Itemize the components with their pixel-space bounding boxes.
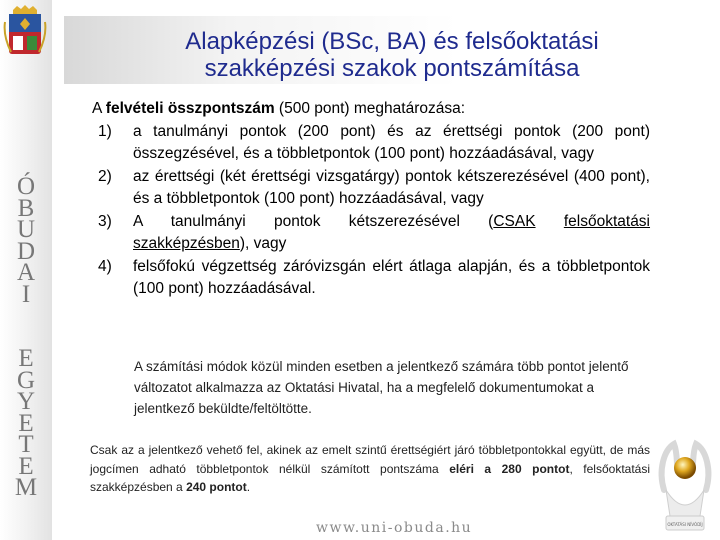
list-item-text: felsőfokú végzettség záróvizsgán elért átlaga alapján, és a többletpontok (100 pont) hozzáadásával. [133, 257, 650, 297]
list-item [62, 211, 650, 256]
letter: B [17, 194, 35, 222]
university-crest-logo [3, 4, 47, 60]
letter: E [18, 409, 34, 437]
list-item-text-post: ), vagy [239, 235, 287, 252]
footnote-mid: , felsőoktatási szakképzésben a [90, 461, 650, 494]
list-item-text: az érettségi (két érettségi vizsgatárgy) pontok kétszerezésével (400 pont), és a többletpontok (100 pont) hozzáadásával, vagy [133, 167, 650, 207]
intro-line [62, 98, 650, 121]
underlined-csak: CSAK [493, 212, 536, 230]
intro-prefix: A [92, 100, 106, 117]
calculation-methods-list [62, 121, 650, 301]
letter: E [18, 452, 34, 480]
main-content [62, 98, 650, 301]
list-item-text-pre: A tanulmányi pontok kétszerezésével ( [133, 212, 494, 230]
footnote-paragraph [90, 441, 650, 497]
list-item-number: 1) [98, 122, 112, 140]
underlined-szakkepzes: felsőoktatási szakképzésben [133, 212, 651, 252]
title-bar [64, 16, 720, 84]
footnote-bold-280: eléri a 280 pontot [449, 461, 570, 476]
footnote-text: Csak az a jelentkező vehető fel, akinek az emelt szintű érettségiért járó többletpontokkal együtt, de más jogcímen adható többletpontok nélkül számított pontszáma [90, 443, 650, 476]
letter: G [16, 366, 36, 394]
list-item [62, 166, 650, 211]
statue-label: OKTATÁSI NÍVÓDÍJ [667, 522, 703, 527]
page-title-line2: szakképzési szakok pontszámítása [204, 55, 580, 82]
letter: A [16, 259, 36, 286]
footnote-end: . [246, 480, 251, 494]
letter: Ó [16, 173, 36, 200]
vertical-name-obudai [0, 173, 52, 308]
letter: I [21, 280, 31, 308]
vertical-name-egyetem [0, 345, 52, 501]
list-item-text-mid [536, 213, 564, 230]
list-item-number: 4) [98, 257, 112, 275]
list-item-text: a tanulmányi pontok (200 pont) és az érettségi pontok (200 pont) összegzésével, és a többletpontok (100 pont) hozzáadásával, vagy [133, 122, 650, 162]
letter: Y [16, 388, 36, 415]
letter: D [16, 237, 36, 265]
award-statue-image [654, 420, 716, 536]
list-item-number: 2) [98, 167, 112, 185]
page-title-line1: Alapképzési (BSc, BA) és felsőoktatási [185, 28, 599, 55]
list-item [62, 256, 650, 301]
list-item [62, 121, 650, 166]
page-title [64, 28, 720, 82]
list-item-number: 3) [98, 212, 112, 230]
letter: M [14, 474, 38, 501]
intro-bold: felvételi összpontszám [105, 100, 275, 117]
letter: U [16, 216, 36, 243]
website-url: www.uni-obuda.hu [316, 520, 473, 536]
letter: T [18, 431, 34, 458]
note-paragraph: A számítási módok közül minden esetben a jelentkező számára több pontot jelentő változatot alkalmazza az Oktatási Hivatal, ha a megfelelő dokumentumokat a jelentkező beküldte/feltöltötte. [134, 359, 629, 416]
footnote-bold-240: 240 pontot [186, 480, 247, 494]
sidebar [0, 0, 52, 540]
intro-suffix: (500 pont) meghatározása: [274, 100, 466, 117]
letter: E [18, 345, 34, 372]
